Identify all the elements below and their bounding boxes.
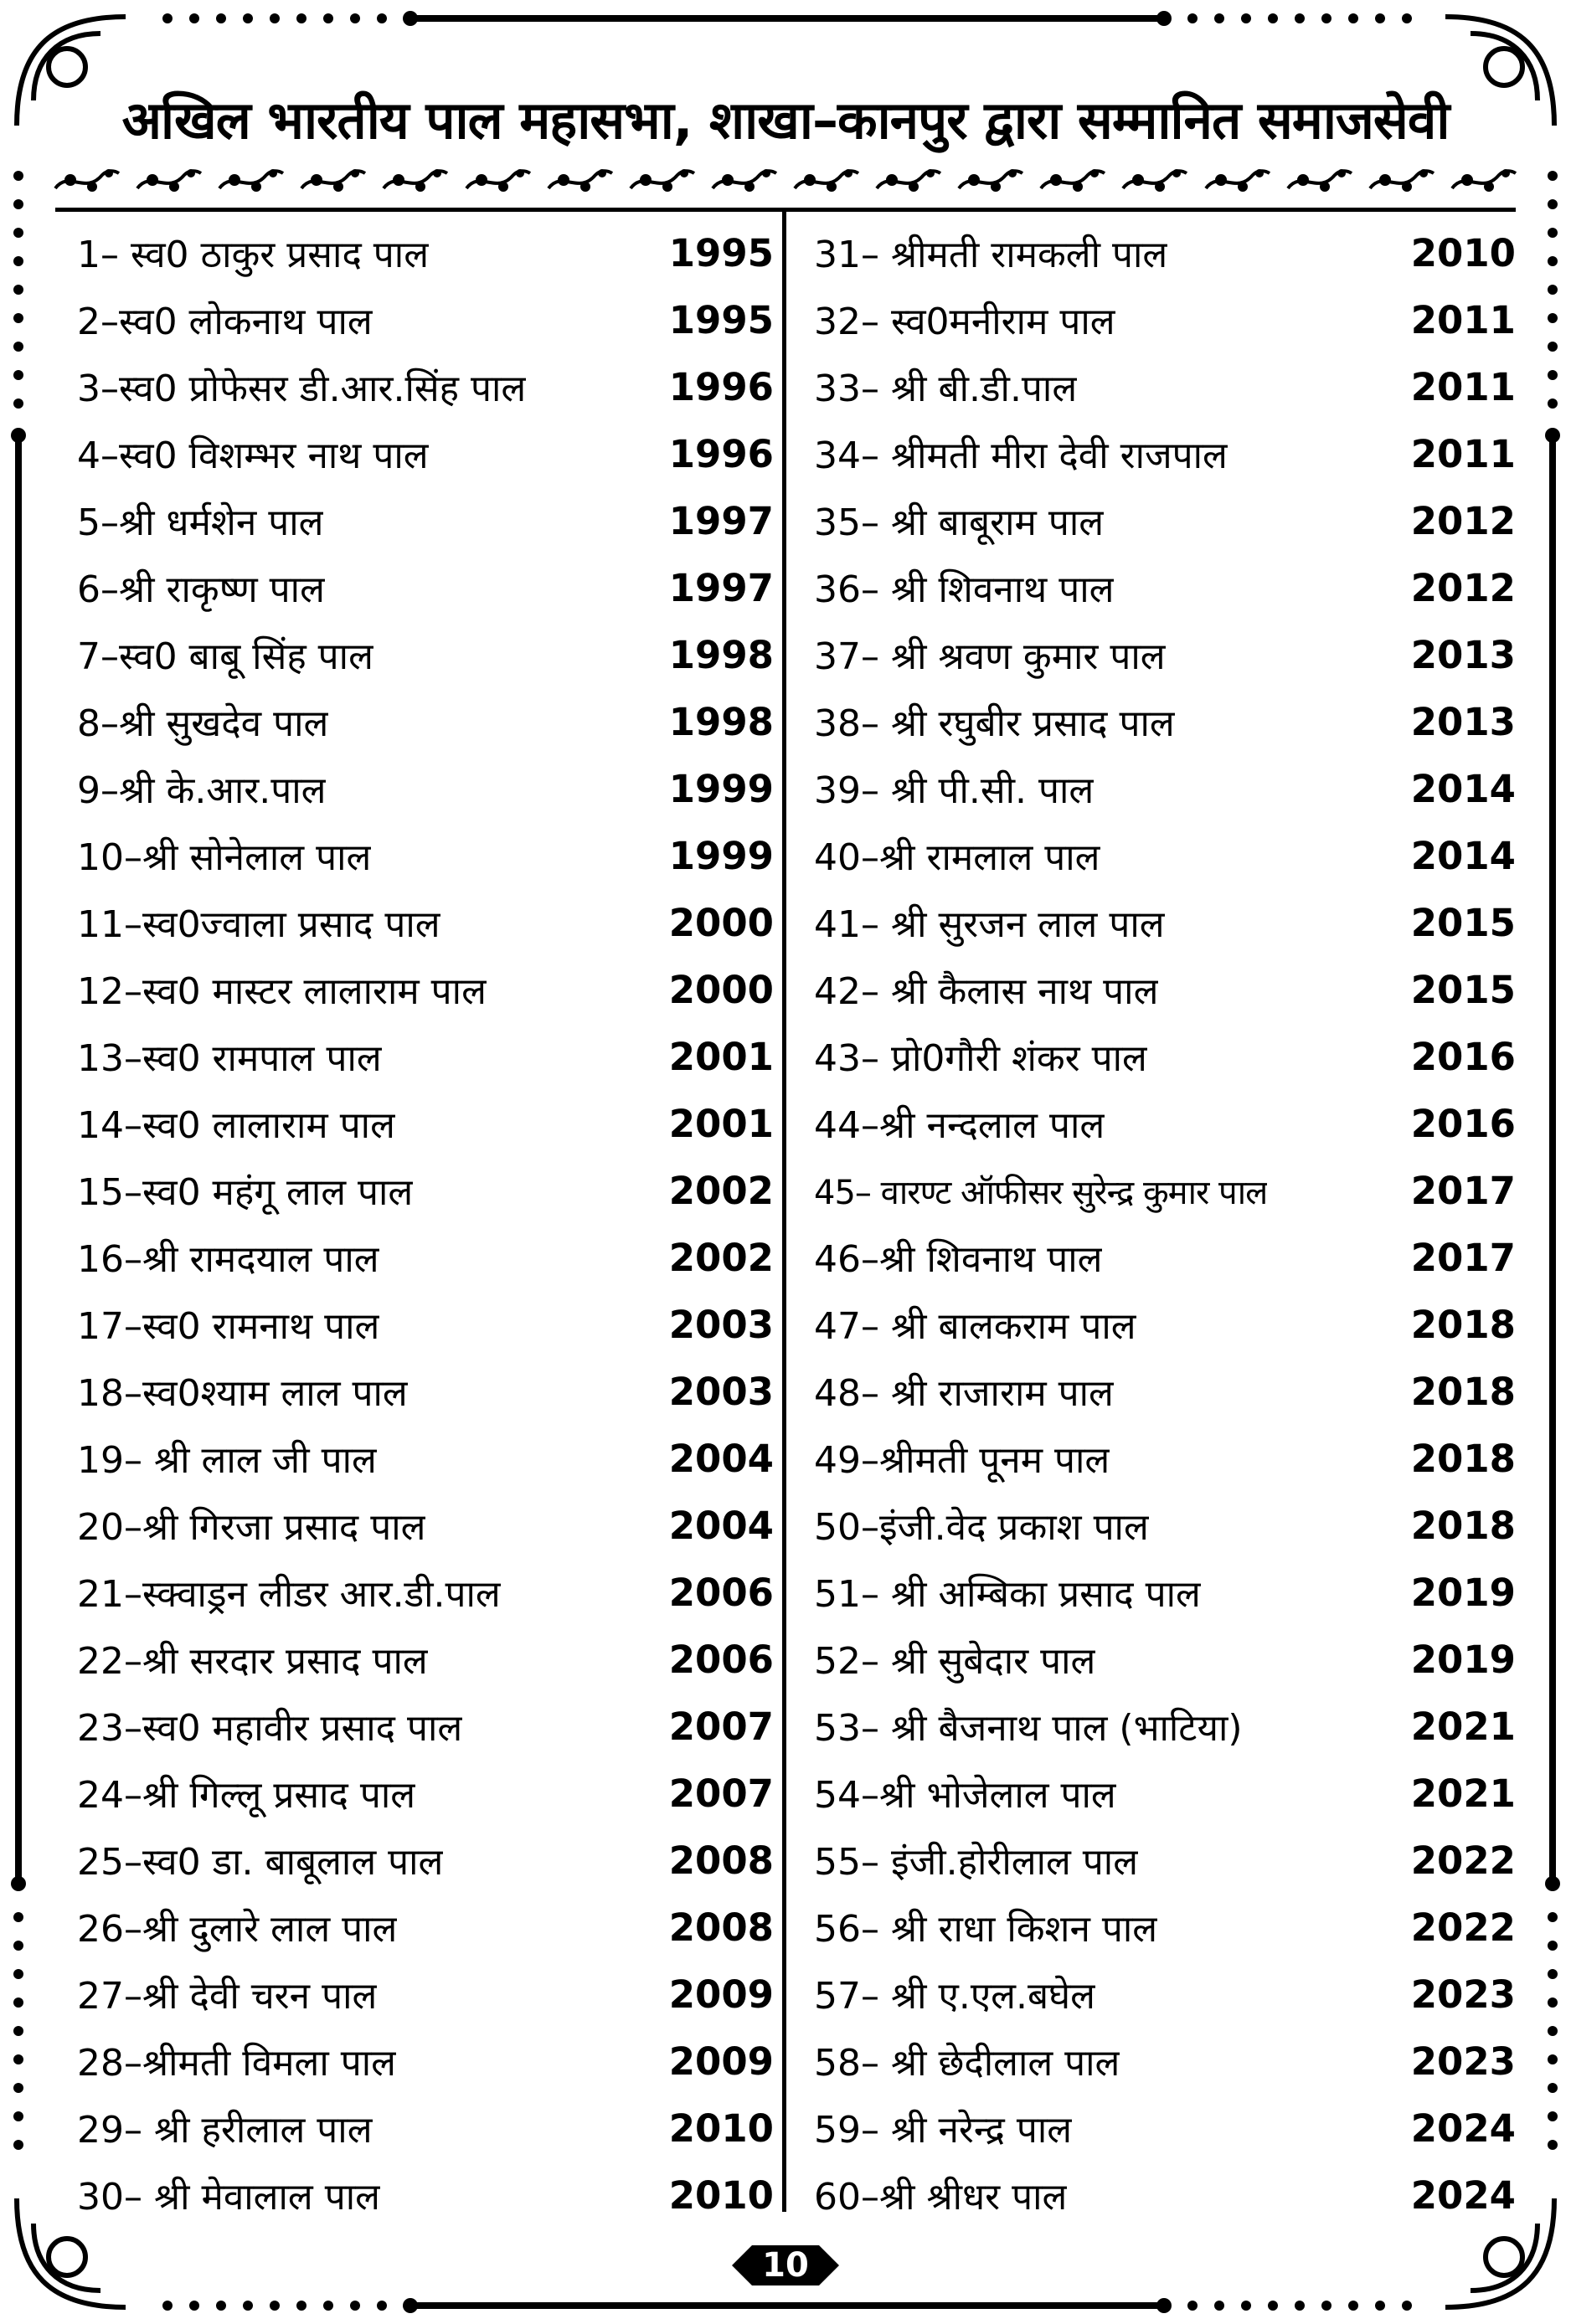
list-item bbox=[814, 822, 1516, 889]
list-item bbox=[814, 1626, 1516, 1693]
honoree-name: 58– श्री छेदीलाल पाल bbox=[814, 2042, 1120, 2085]
list-item bbox=[77, 2095, 774, 2162]
honoree-name: 19– श्री लाल जी पाल bbox=[77, 1439, 377, 1482]
honoree-name: 1– स्व0 ठाकुर प्रसाद पाल bbox=[77, 234, 430, 276]
honoree-name: 23–स्व0 महावीर प्रसाद पाल bbox=[77, 1707, 463, 1750]
honoree-name: 24–श्री गिल्लू प्रसाद पाल bbox=[77, 1774, 416, 1817]
list-item bbox=[814, 1894, 1516, 1961]
honoree-name: 7–स्व0 बाबू सिंह पाल bbox=[77, 635, 373, 678]
honor-year: 2018 bbox=[1410, 1369, 1516, 1414]
honoree-name: 37– श्री श्रवण कुमार पाल bbox=[814, 635, 1166, 678]
honor-year: 2012 bbox=[1410, 565, 1516, 610]
honor-year: 2011 bbox=[1410, 297, 1516, 342]
list-item bbox=[814, 1023, 1516, 1090]
honoree-name: 18–स्व0श्याम लाल पाल bbox=[77, 1372, 408, 1415]
honoree-name: 36– श्री शिवनाथ पाल bbox=[814, 568, 1115, 611]
honoree-name: 54–श्री भोजेलाल पाल bbox=[814, 1774, 1116, 1817]
list-item bbox=[77, 1827, 774, 1894]
honor-year: 2016 bbox=[1410, 1034, 1516, 1079]
honoree-name: 11–स्व0ज्वाला प्रसाद पाल bbox=[77, 903, 440, 946]
list-item bbox=[77, 286, 774, 353]
honor-year: 2010 bbox=[668, 2105, 774, 2151]
list-item bbox=[77, 889, 774, 956]
honor-year: 2012 bbox=[1410, 498, 1516, 543]
honor-year: 2010 bbox=[668, 2172, 774, 2218]
honor-year: 2022 bbox=[1410, 1838, 1516, 1883]
honor-year: 2013 bbox=[1410, 699, 1516, 744]
honor-year: 2007 bbox=[668, 1771, 774, 1816]
list-item bbox=[814, 1492, 1516, 1559]
list-item bbox=[814, 1157, 1516, 1224]
floral-vine-icon bbox=[216, 162, 286, 200]
list-item bbox=[77, 1492, 774, 1559]
honoree-name: 47– श्री बालकराम पाल bbox=[814, 1305, 1136, 1348]
list-item bbox=[77, 956, 774, 1023]
honoree-name: 57– श्री ए.एल.बघेल bbox=[814, 1975, 1095, 2018]
list-item bbox=[814, 487, 1516, 554]
honoree-name: 21–स्क्वाड्रन लीडर आर.डी.पाल bbox=[77, 1573, 501, 1616]
list-item bbox=[814, 353, 1516, 420]
floral-vine-icon bbox=[709, 162, 780, 200]
honoree-name: 3–स्व0 प्रोफेसर डी.आर.सिंह पाल bbox=[77, 368, 527, 410]
honor-year: 2008 bbox=[668, 1838, 774, 1883]
list-item bbox=[77, 1626, 774, 1693]
list-item bbox=[77, 2162, 774, 2229]
honor-year: 1997 bbox=[668, 565, 774, 610]
floral-ornament-band bbox=[52, 157, 1519, 204]
honor-year: 2006 bbox=[668, 1570, 774, 1615]
honoree-name: 40–श्री रामलाल पाल bbox=[814, 836, 1100, 879]
honor-year: 1996 bbox=[668, 364, 774, 409]
list-item bbox=[814, 1090, 1516, 1157]
honoree-name: 42– श्री कैलास नाथ पाल bbox=[814, 970, 1159, 1013]
honor-year: 2003 bbox=[668, 1302, 774, 1347]
honoree-name: 20–श्री गिरजा प्रसाद पाल bbox=[77, 1506, 426, 1549]
honor-year: 2010 bbox=[1410, 230, 1516, 275]
list-item bbox=[814, 1291, 1516, 1358]
honor-year: 2001 bbox=[668, 1034, 774, 1079]
column-divider bbox=[782, 211, 786, 2212]
honoree-name: 48– श्री राजाराम पाल bbox=[814, 1372, 1114, 1415]
list-item bbox=[814, 554, 1516, 621]
honor-year: 2023 bbox=[1410, 2039, 1516, 2084]
honor-year: 2011 bbox=[1410, 431, 1516, 476]
honoree-name: 34– श्रीमती मीरा देवी राजपाल bbox=[814, 434, 1228, 477]
list-item bbox=[77, 1693, 774, 1760]
list-item bbox=[814, 1358, 1516, 1425]
honor-year: 2019 bbox=[1410, 1570, 1516, 1615]
honoree-name: 17–स्व0 रामनाथ पाल bbox=[77, 1305, 380, 1348]
honoree-name: 43– प्रो0गौरी शंकर पाल bbox=[814, 1037, 1147, 1080]
list-item bbox=[77, 1291, 774, 1358]
honoree-name: 5–श्री धर्मशेन पाल bbox=[77, 501, 324, 544]
list-item bbox=[77, 688, 774, 755]
honoree-name: 60–श्री श्रीधर पाल bbox=[814, 2176, 1068, 2219]
floral-vine-icon bbox=[1449, 162, 1519, 200]
honor-year: 2018 bbox=[1410, 1503, 1516, 1548]
honoree-name: 33– श्री बी.डी.पाल bbox=[814, 368, 1078, 410]
honoree-name: 6–श्री राकृष्ण पाल bbox=[77, 568, 325, 611]
honor-year: 2000 bbox=[668, 900, 774, 945]
list-item bbox=[814, 1760, 1516, 1827]
floral-vine-icon bbox=[1367, 162, 1437, 200]
honoree-name: 8–श्री सुखदेव पाल bbox=[77, 702, 329, 745]
honor-year: 2002 bbox=[668, 1168, 774, 1213]
honoree-name: 4–स्व0 विशम्भर नाथ पाल bbox=[77, 434, 429, 477]
list-item bbox=[814, 286, 1516, 353]
list-item bbox=[814, 2028, 1516, 2095]
list-item bbox=[814, 420, 1516, 487]
list-item bbox=[814, 688, 1516, 755]
honor-year: 2002 bbox=[668, 1235, 774, 1280]
honor-year: 2014 bbox=[1410, 766, 1516, 811]
floral-vine-icon bbox=[1038, 162, 1108, 200]
list-item bbox=[814, 219, 1516, 286]
honoree-name: 16–श्री रामदयाल पाल bbox=[77, 1238, 379, 1281]
list-item bbox=[814, 956, 1516, 1023]
honor-year: 2022 bbox=[1410, 1905, 1516, 1950]
list-item bbox=[814, 1961, 1516, 2028]
honoree-name: 12–स्व0 मास्टर लालाराम पाल bbox=[77, 970, 487, 1013]
honor-year: 2004 bbox=[668, 1436, 774, 1481]
honoree-name: 2–स्व0 लोकनाथ पाल bbox=[77, 301, 373, 343]
page-number: 10 bbox=[762, 2246, 809, 2285]
honor-year: 2015 bbox=[1410, 900, 1516, 945]
floral-vine-icon bbox=[955, 162, 1026, 200]
honoree-name: 45– वारण्ट ऑफीसर सुरेन्द्र कुमार पाल bbox=[814, 1173, 1268, 1212]
list-item bbox=[814, 1693, 1516, 1760]
floral-vine-icon bbox=[1285, 162, 1355, 200]
honoree-name: 31– श्रीमती रामकली पाल bbox=[814, 234, 1168, 276]
list-item bbox=[77, 420, 774, 487]
honor-year: 2024 bbox=[1410, 2172, 1516, 2218]
honoree-name: 26–श्री दुलारे लाल पाल bbox=[77, 1908, 398, 1951]
list-item bbox=[814, 889, 1516, 956]
list-item bbox=[77, 1358, 774, 1425]
honor-year: 2021 bbox=[1410, 1704, 1516, 1749]
floral-vine-icon bbox=[791, 162, 862, 200]
honor-year: 2009 bbox=[668, 1972, 774, 2017]
honoree-name: 10–श्री सोनेलाल पाल bbox=[77, 836, 372, 879]
list-item bbox=[814, 621, 1516, 688]
honoree-name: 51– श्री अम्बिका प्रसाद पाल bbox=[814, 1573, 1201, 1616]
honoree-name: 38– श्री रघुबीर प्रसाद पाल bbox=[814, 702, 1175, 745]
honor-year: 2017 bbox=[1410, 1235, 1516, 1280]
honoree-name: 29– श्री हरीलाल पाल bbox=[77, 2109, 373, 2152]
honoree-name: 27–श्री देवी चरन पाल bbox=[77, 1975, 378, 2018]
floral-vine-icon bbox=[873, 162, 944, 200]
honor-year: 2014 bbox=[1410, 833, 1516, 878]
honor-year: 1998 bbox=[668, 632, 774, 677]
honoree-name: 46–श्री शिवनाथ पाल bbox=[814, 1238, 1103, 1281]
floral-vine-icon bbox=[627, 162, 698, 200]
list-item bbox=[814, 755, 1516, 822]
honoree-list-right bbox=[814, 219, 1516, 2229]
list-item bbox=[814, 1425, 1516, 1492]
honor-year: 2018 bbox=[1410, 1436, 1516, 1481]
page-title: अखिल भारतीय पाल महासभा, शाखा–कानपुर द्वारा सम्मानित समाजसेवी bbox=[121, 90, 1450, 151]
honor-year: 2019 bbox=[1410, 1637, 1516, 1682]
honoree-name: 50–इंजी.वेद प्रकाश पाल bbox=[814, 1506, 1149, 1549]
honor-year: 1998 bbox=[668, 699, 774, 744]
honoree-name: 9–श्री के.आर.पाल bbox=[77, 769, 327, 812]
list-item bbox=[77, 1023, 774, 1090]
list-item bbox=[77, 1559, 774, 1626]
list-item bbox=[814, 1827, 1516, 1894]
floral-vine-icon bbox=[545, 162, 616, 200]
floral-vine-icon bbox=[380, 162, 451, 200]
list-item bbox=[77, 219, 774, 286]
list-item bbox=[77, 353, 774, 420]
honor-year: 2024 bbox=[1410, 2105, 1516, 2151]
honoree-name: 56– श्री राधा किशन पाल bbox=[814, 1908, 1158, 1951]
honor-year: 2017 bbox=[1410, 1168, 1516, 1213]
list-item bbox=[77, 755, 774, 822]
floral-vine-icon bbox=[1120, 162, 1190, 200]
honor-year: 1997 bbox=[668, 498, 774, 543]
honor-year: 2013 bbox=[1410, 632, 1516, 677]
list-item bbox=[814, 1559, 1516, 1626]
honoree-name: 52– श्री सुबेदार पाल bbox=[814, 1640, 1096, 1683]
honor-year: 1995 bbox=[668, 230, 774, 275]
floral-vine-icon bbox=[1203, 162, 1273, 200]
list-item bbox=[814, 2162, 1516, 2229]
list-item bbox=[814, 1224, 1516, 1291]
honoree-name: 32– स्व0मनीराम पाल bbox=[814, 301, 1115, 343]
honor-year: 2004 bbox=[668, 1503, 774, 1548]
honor-year: 2009 bbox=[668, 2039, 774, 2084]
list-item bbox=[77, 1224, 774, 1291]
honoree-name: 13–स्व0 रामपाल पाल bbox=[77, 1037, 382, 1080]
list-item bbox=[77, 621, 774, 688]
honor-year: 2008 bbox=[668, 1905, 774, 1950]
floral-vine-icon bbox=[52, 162, 122, 200]
honoree-name: 41– श्री सुरजन लाल पाल bbox=[814, 903, 1165, 946]
list-item bbox=[77, 1961, 774, 2028]
floral-vine-icon bbox=[298, 162, 368, 200]
honoree-name: 49–श्रीमती पूनम पाल bbox=[814, 1439, 1110, 1482]
honor-year: 1996 bbox=[668, 431, 774, 476]
honor-year: 2015 bbox=[1410, 967, 1516, 1012]
list-item bbox=[77, 487, 774, 554]
list-item bbox=[77, 1425, 774, 1492]
honoree-name: 14–स्व0 लालाराम पाल bbox=[77, 1104, 395, 1147]
honor-year: 2003 bbox=[668, 1369, 774, 1414]
floral-vine-icon bbox=[463, 162, 533, 200]
honoree-name: 39– श्री पी.सी. पाल bbox=[814, 769, 1095, 812]
honor-year: 1995 bbox=[668, 297, 774, 342]
honor-year: 2021 bbox=[1410, 1771, 1516, 1816]
honoree-name: 25–स्व0 डा. बाबूलाल पाल bbox=[77, 1841, 444, 1884]
honor-year: 2011 bbox=[1410, 364, 1516, 409]
honoree-name: 44–श्री नन्दलाल पाल bbox=[814, 1104, 1105, 1147]
honor-year: 2018 bbox=[1410, 1302, 1516, 1347]
list-item bbox=[77, 2028, 774, 2095]
honor-year: 2001 bbox=[668, 1101, 774, 1146]
honoree-name: 53– श्री बैजनाथ पाल (भाटिया) bbox=[814, 1707, 1243, 1750]
honor-year: 2007 bbox=[668, 1704, 774, 1749]
list-item bbox=[77, 1157, 774, 1224]
list-item bbox=[77, 1090, 774, 1157]
honor-year: 1999 bbox=[668, 833, 774, 878]
honoree-list-left bbox=[77, 219, 774, 2229]
honoree-name: 59– श्री नरेन्द्र पाल bbox=[814, 2109, 1073, 2152]
floral-vine-icon bbox=[134, 162, 204, 200]
list-item bbox=[814, 2095, 1516, 2162]
honoree-name: 28–श्रीमती विमला पाल bbox=[77, 2042, 396, 2085]
honor-year: 1999 bbox=[668, 766, 774, 811]
honoree-name: 15–स्व0 महंगू लाल पाल bbox=[77, 1171, 414, 1214]
list-item bbox=[77, 554, 774, 621]
honoree-name: 22–श्री सरदार प्रसाद पाल bbox=[77, 1640, 428, 1683]
honor-year: 2023 bbox=[1410, 1972, 1516, 2017]
honor-year: 2006 bbox=[668, 1637, 774, 1682]
honoree-name: 35– श्री बाबूराम पाल bbox=[814, 501, 1105, 544]
list-item bbox=[77, 1894, 774, 1961]
list-item bbox=[77, 1760, 774, 1827]
honor-year: 2000 bbox=[668, 967, 774, 1012]
honoree-name: 55– इंजी.होरीलाल पाल bbox=[814, 1841, 1139, 1884]
list-item bbox=[77, 822, 774, 889]
honoree-name: 30– श्री मेवालाल पाल bbox=[77, 2176, 380, 2219]
honor-year: 2016 bbox=[1410, 1101, 1516, 1146]
